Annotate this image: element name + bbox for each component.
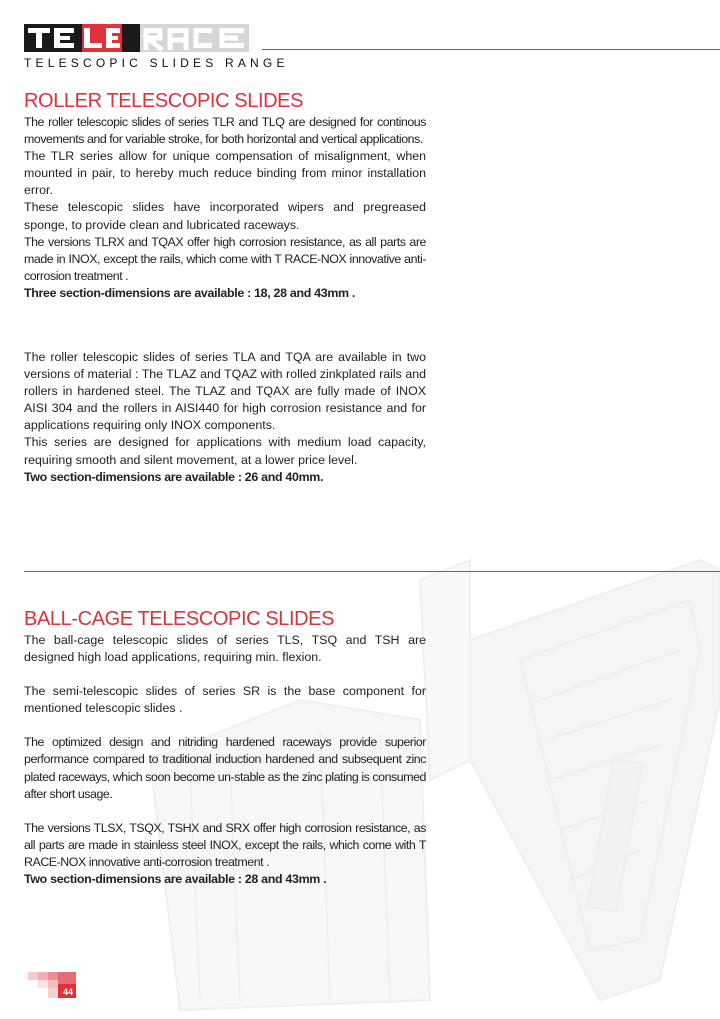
- ballcage-paragraph-2: The semi-telescopic slides of series SR is the base component for mentioned telescopic slides .: [24, 684, 426, 716]
- telerace-logo: [24, 22, 249, 54]
- section-divider: [24, 571, 720, 572]
- roller-tla-section: [24, 349, 426, 486]
- ballcage-paragraph-4: The versions TLSX, TSQX, TSHX and SRX offer high corrosion resistance, as all parts are made in stainless steel INOX, except the rails, which come with T RACE-NOX innovative anti-corrosion treatment .: [24, 820, 426, 869]
- roller-paragraph-1: The roller telescopic slides of series TLR and TLQ are designed for continous movements and for variable stroke, for both horizontal and vertical applications.: [24, 115, 426, 147]
- page-header: [24, 22, 720, 72]
- ballcage-dimensions: Two section-dimensions are available : 28 and 43mm .: [24, 872, 327, 887]
- roller-paragraph-4: The versions TLRX and TQAX offer high corrosion resistance, as all parts are made in INOX, except the rails, which come with T RACE-NOX innovative anti-corrosion treatment .: [24, 234, 426, 283]
- roller-tla-paragraph-2: This series are designed for applications with medium load capacity, requiring smooth and silent movement, at a lower price level.: [24, 435, 426, 467]
- roller-tla-dimensions: Two section-dimensions are available : 26 and 40mm.: [24, 469, 324, 484]
- ballcage-paragraph-3: The optimized design and nitriding hardened raceways provide superior performance compared to traditional induction hardened and subsequent zinc plated raceways, which soon become un-stable as the zinc plating is consumed after short usage.: [24, 735, 426, 801]
- roller-tla-paragraph-1: The roller telescopic slides of series TLA and TQA are available in two versions of material : The TLAZ and TQAZ with rolled zinkplated rails and rollers in hardened steel. The TLAZ and TQAX are fully made of INOX AISI 304 and the rollers in AISI440 for high corrosion resistance and for applications requiring only INOX components.: [24, 350, 426, 433]
- roller-paragraph-3: These telescopic slides have incorporated wipers and pregreased sponge, to provide clean and lubricated raceways.: [24, 200, 426, 232]
- header-subtitle: TELESCOPIC SLIDES RANGE: [24, 56, 289, 70]
- header-divider: [262, 49, 720, 50]
- roller-section-title: ROLLER TELESCOPIC SLIDES: [24, 90, 304, 112]
- ballcage-paragraph-1: The ball-cage telescopic slides of series TLS, TSQ and TSH are designed high load applications, requiring min. flexion.: [24, 633, 426, 665]
- roller-section: [24, 90, 426, 302]
- ballcage-section: [24, 608, 426, 888]
- ballcage-section-title: BALL-CAGE TELESCOPIC SLIDES: [24, 608, 335, 630]
- roller-paragraph-2: The TLR series allow for unique compensation of misalignment, when mounted in pair, to hereby much reduce binding from minor installation error.: [24, 149, 426, 198]
- roller-dimensions: Three section-dimensions are available : 18, 28 and 43mm .: [24, 285, 356, 300]
- page-number: 44: [62, 987, 73, 997]
